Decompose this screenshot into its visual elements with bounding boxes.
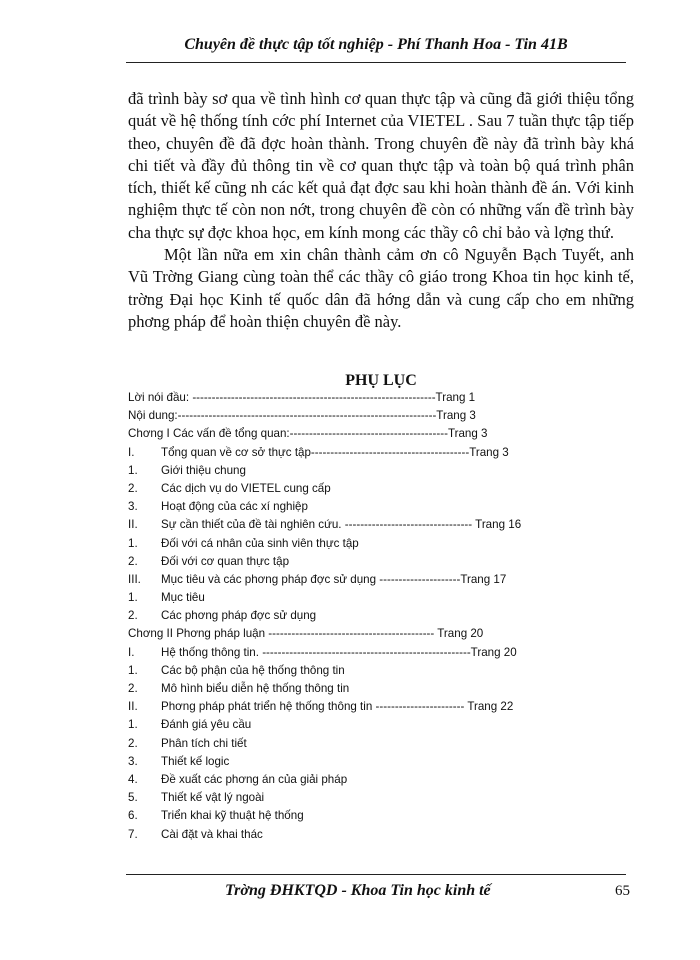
toc-entry-text: Các phơng pháp đợc sử dụng [161, 609, 317, 623]
toc-entry [128, 644, 608, 662]
paragraph-1: đã trình bày sơ qua về tình hình cơ quan thực tập và cũng đã giới thiệu tổng quát về hệ thống tính cớc phí Internet của VIETEL . Sau 7 tuần thực tập tiếp theo, chuyên đề đã đợc hoàn thành. Trong chuyên đề này đã trình bày khá chi tiết và đầy đủ thông tin về cơ quan thực tập và toàn bộ quá trình phân tích, thiết kế cũng nh các kết quả đạt đợc sau khi hoàn thành đề án. Với kinh nghiệm thực tế còn non nớt, trong chuyên đề còn có những vấn đề trình bày cha thực sự đợc khoa học, em kính mong các thầy cô chỉ bảo và lợng thứ. [128, 89, 634, 242]
toc-entry [128, 662, 608, 680]
toc-entry-number: 4. [128, 772, 138, 786]
toc-entry [128, 716, 608, 734]
toc-entry [128, 444, 608, 462]
toc-entry-text: Đánh giá yêu cầu [161, 718, 252, 732]
body-text [128, 88, 634, 333]
toc-entry [128, 516, 608, 534]
toc-entry-number: 2. [128, 736, 138, 750]
header-rule [126, 62, 626, 63]
toc-entry [128, 698, 608, 716]
toc-entry [128, 789, 608, 807]
toc-entry [128, 826, 608, 844]
toc-entry-text: Thiết kế logic [161, 754, 230, 768]
toc-entry-number: 6. [128, 809, 138, 823]
toc-entry-number: 1. [128, 536, 138, 550]
toc-entry-number: III. [128, 572, 141, 586]
toc-entry-number: 3. [128, 754, 138, 768]
toc-entry-number: II. [128, 700, 138, 714]
toc-entry-number: 2. [128, 554, 138, 568]
toc-entry [128, 553, 608, 571]
table-of-contents [128, 389, 608, 844]
toc-entry-text: Hệ thống thông tin. ------------------------------------------------------Trang 20 [161, 645, 517, 659]
toc-entry-number: I. [128, 645, 135, 659]
toc-entry-text: Hoạt động của các xí nghiệp [161, 500, 308, 514]
toc-entry-number: 5. [128, 791, 138, 805]
toc-entry-text: Phơng pháp phát triển hệ thống thông tin ----------------------- Trang 22 [161, 700, 514, 714]
toc-entry-text: Đối với cơ quan thực tập [161, 554, 290, 568]
toc-entry-text: Mục tiêu và các phơng pháp đợc sử dụng ---------------------Trang 17 [161, 572, 507, 586]
toc-entry-text: Chơng I Các vấn đề tổng quan:-----------------------------------------Trang 3 [128, 427, 488, 441]
toc-entry [128, 425, 608, 443]
toc-entry-text: Tổng quan về cơ sở thực tập-----------------------------------------Trang 3 [161, 445, 509, 459]
toc-entry [128, 480, 608, 498]
toc-entry [128, 589, 608, 607]
toc-entry [128, 462, 608, 480]
toc-entry-text: Đề xuất các phơng án của giải pháp [161, 772, 348, 786]
toc-entry-text: Mô hình biểu diễn hệ thống thông tin [161, 682, 350, 695]
toc-entry-number: II. [128, 518, 138, 532]
toc-entry [128, 389, 608, 407]
page-header: Chuyên đề thực tập tốt nghiệp - Phí Thanh Hoa - Tin 41B [184, 36, 568, 53]
toc-entry-number: 1. [128, 663, 138, 677]
toc-entry [128, 771, 608, 789]
toc-entry-number: 2. [128, 481, 138, 495]
toc-entry [128, 625, 608, 643]
toc-entry-number: 1. [128, 591, 138, 605]
toc-entry [128, 535, 608, 553]
toc-entry-text: Các dịch vụ do VIETEL cung cấp [161, 481, 331, 495]
toc-entry-number: 3. [128, 500, 138, 514]
toc-entry [128, 680, 608, 698]
toc-entry [128, 498, 608, 516]
toc-entry-text: Phân tích chi tiết [161, 736, 247, 750]
toc-entry [128, 571, 608, 589]
toc-entry-text: Các bộ phận của hệ thống thông tin [161, 663, 345, 677]
toc-entry-text: Chơng II Phơng pháp luận ------------------------------------------- Trang 20 [128, 627, 484, 641]
toc-entry-text: Giới thiệu chung [161, 463, 246, 477]
toc-entry-text: Nội dung:-------------------------------------------------------------------Trang 3 [128, 409, 476, 423]
toc-entry-text: Mục tiêu [161, 591, 205, 605]
toc-entry-number: 1. [128, 463, 138, 477]
page-number: 65 [615, 883, 630, 899]
toc-entry-text: Thiết kế vật lý ngoài [161, 791, 265, 805]
paragraph-2: Một lần nữa em xin chân thành cảm ơn cô Nguyễn Bạch Tuyết, anh Vũ Trờng Giang cùng toàn thể các thầy cô giáo trong Khoa tin học kinh tế, trờng Đại học Kinh tế quốc dân đã hớng dẫn và cung cấp cho em những phơng pháp để hoàn thiện chuyên đề này. [128, 245, 634, 331]
toc-entry [128, 753, 608, 771]
appendix-title: PHỤ LỤC [345, 372, 417, 389]
toc-entry-number: 7. [128, 827, 138, 841]
toc-entry-text: Lời nói đầu: ---------------------------------------------------------------Trang 1 [128, 391, 476, 404]
toc-entry-text: Triển khai kỹ thuật hệ thống [161, 809, 304, 823]
page-footer: Trờng ĐHKTQD - Khoa Tin học kinh tế [225, 882, 491, 899]
toc-entry-number: 2. [128, 682, 138, 695]
toc-entry-text: Cài đặt và khai thác [161, 827, 263, 841]
toc-entry [128, 735, 608, 753]
toc-entry-number: 1. [128, 718, 138, 732]
toc-entry [128, 607, 608, 625]
toc-entry [128, 407, 608, 425]
toc-entry [128, 807, 608, 825]
toc-entry-number: I. [128, 445, 135, 459]
toc-entry-text: Sự cần thiết của đề tài nghiên cứu. --------------------------------- Trang 16 [161, 518, 522, 532]
toc-entry-number: 2. [128, 609, 138, 623]
toc-entry-text: Đối với cá nhân của sinh viên thực tập [161, 536, 359, 550]
footer-rule [126, 874, 626, 875]
